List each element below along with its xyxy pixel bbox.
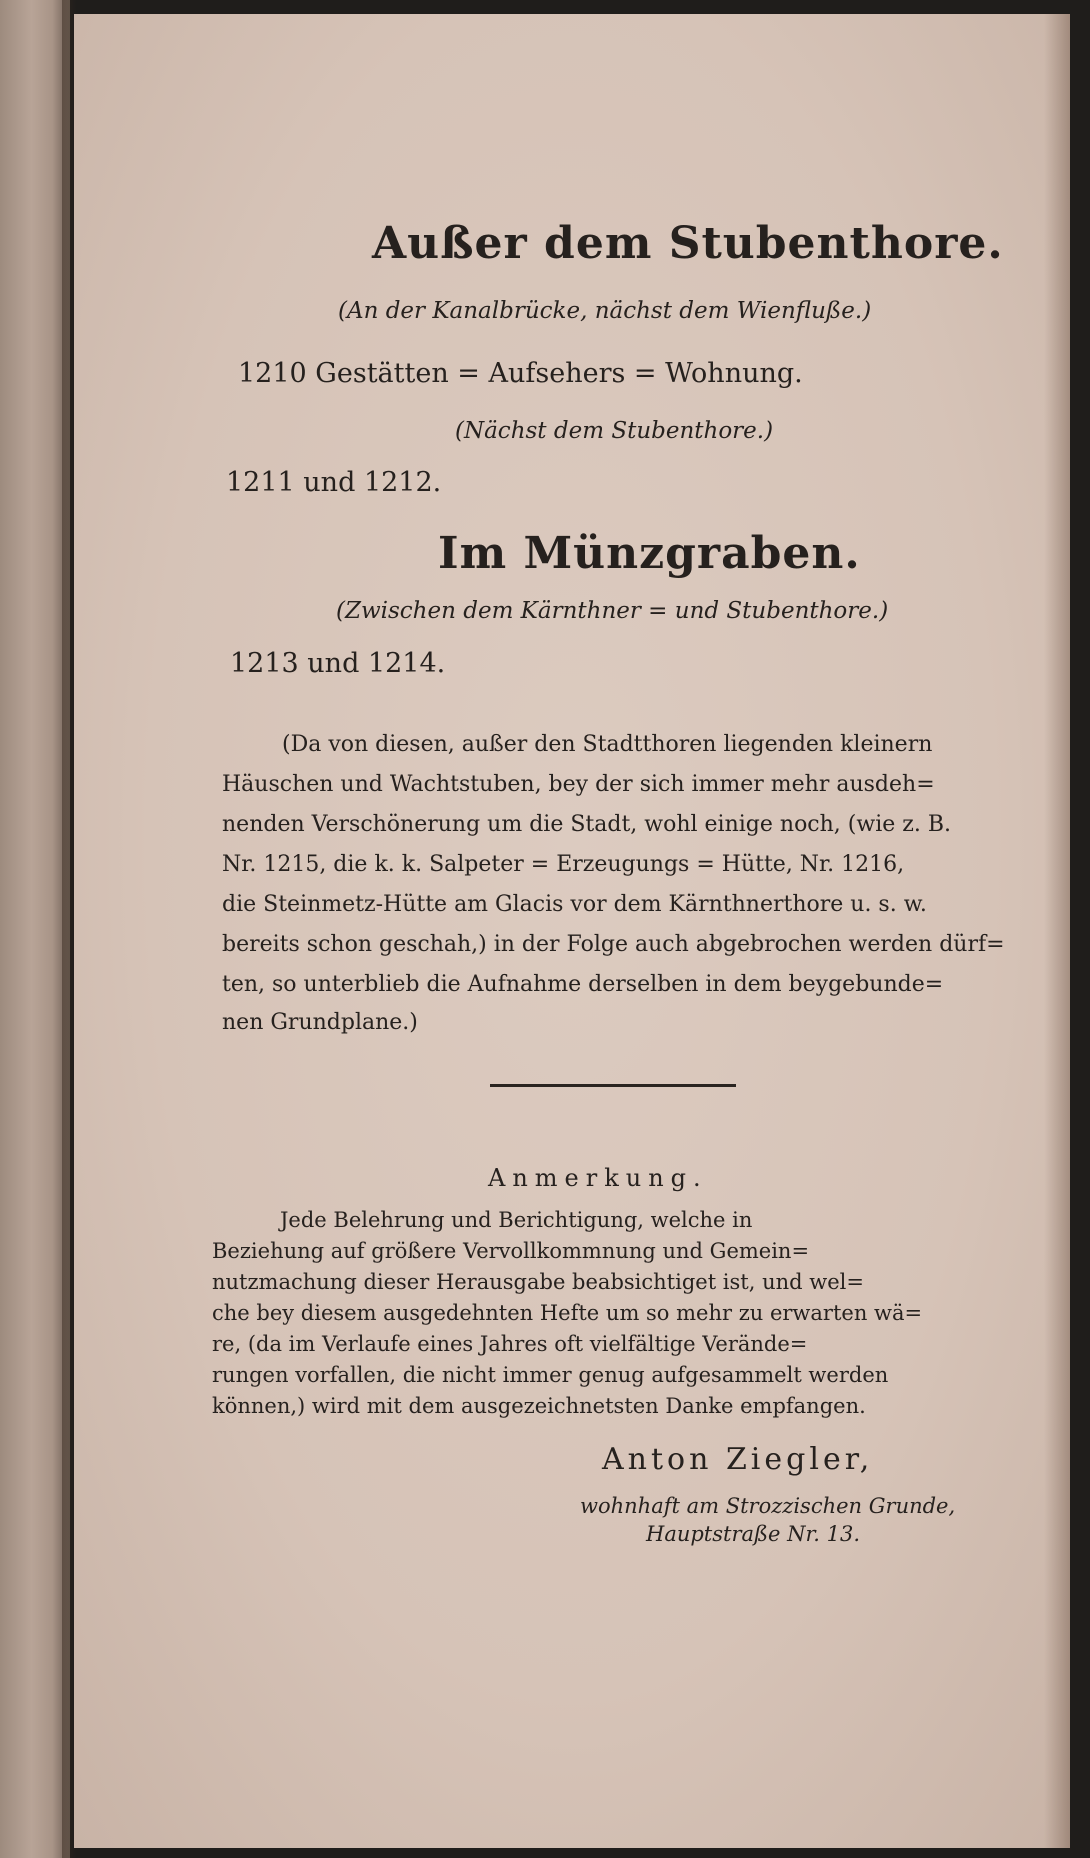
signature-name: Anton Ziegler,: [602, 1442, 874, 1477]
paragraph-line: nen Grundplane.): [222, 1010, 418, 1035]
section-heading-muenzgraben: Im Münzgraben.: [438, 528, 861, 579]
note-line: re, (da im Verlaufe eines Jahres oft vielfältige Verände=: [212, 1332, 808, 1356]
entry-1210: 1210 Gestätten = Aufsehers = Wohnung.: [238, 358, 803, 389]
page-edge-shadow: [1044, 14, 1070, 1848]
paragraph-line: ten, so unterblieb die Aufnahme derselben in dem beygebunde=: [222, 972, 944, 997]
note-line: rungen vorfallen, die nicht immer genug aufgesammelt werden: [212, 1363, 889, 1387]
signature-address-line2: Hauptstraße Nr. 13.: [646, 1522, 860, 1546]
note-line: können,) wird mit dem ausgezeichnetsten Danke empfangen.: [212, 1394, 866, 1418]
paragraph-line: die Steinmetz-Hütte am Glacis vor dem Kärnthnerthore u. s. w.: [222, 892, 927, 917]
book-page: [74, 14, 1070, 1848]
paragraph-line: bereits schon geschah,) in der Folge auch abgebrochen werden dürf=: [222, 932, 1005, 957]
section-subheading-kaernthner: (Zwischen dem Kärnthner = und Stubenthore.): [336, 598, 889, 624]
note-line: Beziehung auf größere Vervollkommnung und Gemein=: [212, 1239, 810, 1263]
note-heading: Anmerkung.: [488, 1164, 708, 1192]
entry-1213-1214: 1213 und 1214.: [230, 648, 446, 679]
signature-address-line1: wohnhaft am Strozzischen Grunde,: [580, 1494, 956, 1518]
section-heading-stubenthore: Außer dem Stubenthore.: [372, 218, 1004, 269]
book-spine: [0, 0, 70, 1858]
paragraph-line: Häuschen und Wachtstuben, bey der sich immer mehr ausdeh=: [222, 772, 935, 797]
note-line: Jede Belehrung und Berichtigung, welche in: [280, 1208, 753, 1232]
paragraph-line: Nr. 1215, die k. k. Salpeter = Erzeugungs = Hütte, Nr. 1216,: [222, 852, 905, 877]
entry-1210-location: (Nächst dem Stubenthore.): [455, 418, 774, 444]
note-line: che bey diesem ausgedehnten Hefte um so mehr zu erwarten wä=: [212, 1301, 923, 1325]
entry-1211-1212: 1211 und 1212.: [226, 467, 442, 498]
note-line: nutzmachung dieser Herausgabe beabsichtiget ist, und wel=: [212, 1270, 864, 1294]
divider-rule: [490, 1084, 736, 1087]
section-subheading-kanalbruecke: (An der Kanalbrücke, nächst dem Wienfluße.): [338, 298, 872, 324]
paragraph-line: (Da von diesen, außer den Stadtthoren liegenden kleinern: [282, 732, 933, 757]
paragraph-line: nenden Verschönerung um die Stadt, wohl einige noch, (wie z. B.: [222, 812, 951, 837]
